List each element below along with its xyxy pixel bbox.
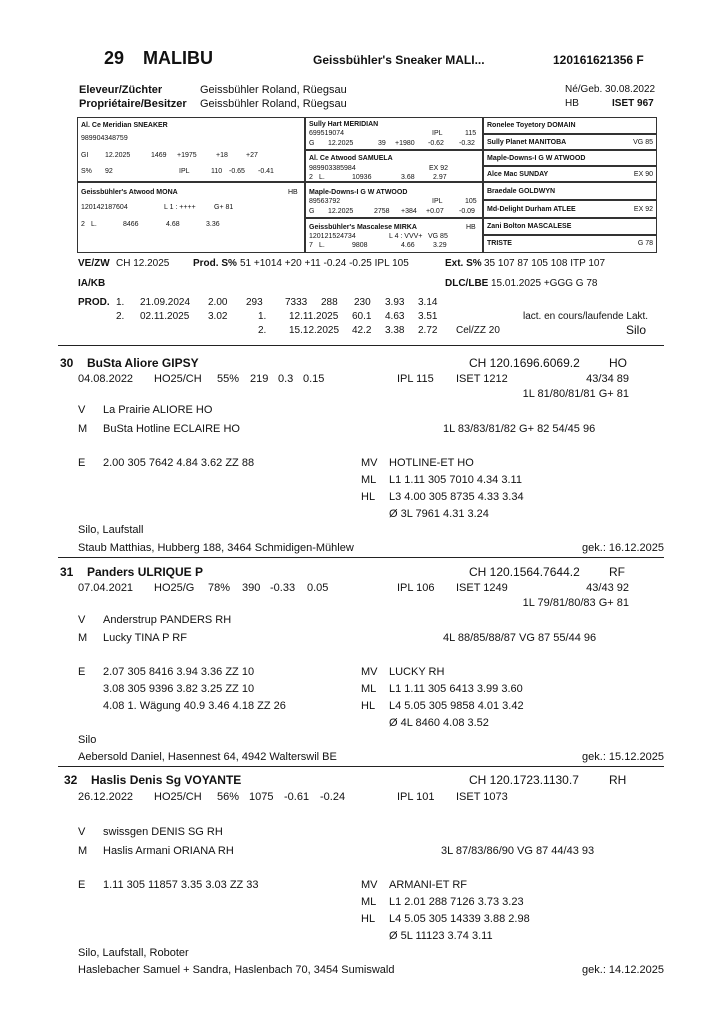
dd-lact: L 4 : VVV+ — [389, 233, 423, 240]
entry-breed: HO — [609, 356, 627, 370]
prod-r1-c3: 293 — [246, 297, 263, 308]
pedigree-dam-sire — [305, 182, 483, 218]
sire-id: 989904348759 — [81, 135, 128, 142]
entry-name: Haslis Denis Sg VOYANTE — [91, 773, 242, 787]
avg-value: Ø 4L 8460 4.08 3.52 — [389, 717, 489, 729]
prod-r3-c1: 15.12.2025 — [289, 325, 340, 336]
ds-r-4: +0.07 — [426, 208, 444, 215]
entry-g2: 0.3 — [278, 373, 294, 385]
prod-r3-c3: 3.38 — [385, 325, 405, 336]
entry-g3: 0.05 — [307, 582, 329, 594]
entry-linear: 1L 79/81/80/83 G+ 81 — [522, 597, 629, 609]
dd-id: 120121524734 — [309, 233, 356, 240]
dam-linear: 1L 83/83/81/82 G+ 82 54/45 96 — [443, 423, 596, 435]
entry-owner: Aebersold Daniel, Hasennest 64, 4942 Walterswil BE — [78, 751, 337, 763]
ss-r-2: 39 — [378, 140, 386, 147]
ss-name: Sully Hart MERIDIAN — [309, 121, 379, 128]
avg-value: Ø 5L 11123 3.74 3.11 — [389, 930, 493, 942]
sire-r2-4: -0.65 — [229, 168, 245, 175]
housing-system: Silo, Laufstall, Roboter — [78, 947, 189, 959]
sd-r-1: L. — [319, 174, 325, 181]
e-label: E — [78, 457, 86, 469]
g3-2-name: Sully Planet MANITOBA — [487, 139, 567, 146]
entry-g3: -0.24 — [320, 791, 346, 803]
pedigree-sire-dam — [305, 150, 483, 182]
e-label: E — [78, 879, 86, 891]
lot-number: 29 — [104, 48, 125, 68]
e-line: 4.08 1. Wägung 40.9 3.46 4.18 ZZ 26 — [103, 700, 286, 712]
dd-name: Geissbühler's Mascalese MIRKA — [309, 224, 417, 231]
sire-r1-1: 12.2025 — [105, 152, 131, 159]
g3-7-name: Zani Bolton MASCALESE — [487, 223, 572, 230]
cow-id: 120161621356 F — [553, 53, 644, 67]
entry-g3: 0.15 — [303, 373, 325, 385]
pedigree-g3-6 — [483, 200, 657, 218]
cow-full-name: Geissbühler's Sneaker MALI... — [313, 53, 485, 67]
sire-r2-0: S% — [81, 168, 92, 175]
entry-date: gek.: 16.12.2025 — [582, 542, 664, 554]
entry-born: 04.08.2022 — [78, 373, 134, 385]
prod-s-label: Prod. S% — [193, 258, 237, 269]
entry-pct: 78% — [208, 582, 231, 594]
dam-name: Lucky TINA P RF — [103, 632, 187, 644]
entry-name: Panders ULRIQUE P — [87, 565, 204, 579]
mv-value: HOTLINE-ET HO — [389, 457, 474, 469]
entry-date: gek.: 14.12.2025 — [582, 964, 664, 976]
entry-born: 07.04.2021 — [78, 582, 134, 594]
entry-id: CH 120.1723.1130.7 — [469, 773, 579, 787]
entry-pct: 56% — [217, 791, 240, 803]
entry-g1: 390 — [242, 582, 261, 594]
ds-ipl: 105 — [465, 198, 477, 205]
entry-genomic-base: HO25/CH — [154, 791, 202, 803]
sire-r2-2: IPL — [179, 168, 190, 175]
dam-r-1: L. — [91, 221, 97, 228]
dd-hb: HB — [466, 224, 476, 231]
ss-ipl: 115 — [465, 130, 477, 137]
prod-r2-c2: 3.02 — [208, 311, 228, 322]
ds-r-0: G — [309, 208, 315, 215]
entry-g2: -0.61 — [284, 791, 310, 803]
sd-name: Al. Ce Atwood SAMUELA — [309, 155, 393, 162]
dd-r-3: 4.66 — [401, 242, 415, 249]
dd-r-1: L. — [319, 242, 325, 249]
dam-label: M — [78, 845, 88, 857]
g3-3-name: Maple-Downs-I G W ATWOOD — [487, 155, 586, 162]
pedigree-g3-4 — [483, 166, 657, 182]
malibu-feeding: Silo — [626, 323, 647, 337]
entry-ipl: IPL 106 — [397, 582, 435, 594]
entry-g1: 1075 — [249, 791, 274, 803]
housing-system: Silo, Laufstall — [78, 524, 144, 536]
sd-id: 989903385984 — [309, 165, 356, 172]
dam-id: 120142187604 — [81, 204, 128, 211]
sire-r1-2: 1469 — [151, 152, 167, 159]
g3-2-score: VG 85 — [633, 139, 653, 146]
entry-iset: ISET 1073 — [456, 791, 508, 803]
ds-r-5: -0.09 — [459, 208, 475, 215]
sire-r1-3: +1975 — [177, 152, 197, 159]
prod-r1-c8: 3.14 — [418, 297, 438, 308]
dd-r-2: 9808 — [352, 242, 368, 249]
g3-1-name: Ronelee Toyetory DOMAIN — [487, 122, 576, 129]
pedigree-g3-2 — [483, 134, 657, 150]
prod-r3-c5: Cel/ZZ 20 — [456, 325, 500, 336]
sire-r1-5: +27 — [246, 152, 258, 159]
ml-label: ML — [361, 683, 377, 695]
ml-label: ML — [361, 896, 377, 908]
prod-s-value: 51 +1014 +20 +11 -0.24 -0.25 IPL 105 — [240, 258, 409, 269]
ds-r-3: +384 — [401, 208, 417, 215]
dd-r-0: 7 — [309, 242, 313, 249]
e-line: 1.11 305 11857 3.35 3.03 ZZ 33 — [103, 879, 259, 891]
hb-value: ISET 967 — [612, 98, 654, 109]
ss-id: 699519074 — [309, 130, 345, 137]
prod-r3-c4: 2.72 — [418, 325, 438, 336]
g3-8-score: G 78 — [637, 240, 653, 247]
ss-r-3: +1980 — [395, 140, 415, 147]
hl-value: L4 5.05 305 9858 4.01 3.42 — [389, 700, 524, 712]
divider — [58, 766, 664, 767]
sire-r2-5: -0.41 — [258, 168, 274, 175]
pedigree-dam-dam — [305, 218, 483, 253]
dam-name: Haslis Armani ORIANA RH — [103, 845, 234, 857]
prod-r1-c4: 7333 — [285, 297, 308, 308]
entry-g1: 219 — [250, 373, 269, 385]
sire-label: V — [78, 404, 86, 416]
vezw-value: CH 12.2025 — [116, 258, 170, 269]
pedigree-dam — [77, 182, 305, 253]
dam-name: BuSta Hotline ECLAIRE HO — [103, 423, 240, 435]
sire-r2-3: 110 — [211, 168, 223, 175]
g3-6-name: Md-Delight Durham ATLEE — [487, 206, 576, 213]
lact-note: lact. en cours/laufende Lakt. — [523, 311, 649, 322]
sire-r2-1: 92 — [105, 168, 113, 175]
entry-genomic-base: HO25/CH — [154, 373, 202, 385]
avg-value: Ø 3L 7961 4.31 3.24 — [389, 508, 489, 520]
entry-linear: 1L 81/80/81/81 G+ 81 — [522, 388, 629, 400]
ds-id: 89563792 — [309, 198, 341, 205]
pedigree-g3-3 — [483, 150, 657, 166]
ml-value: L1 1.11 305 7010 4.34 3.11 — [389, 474, 522, 486]
ds-ipl-label: IPL — [432, 198, 443, 205]
ss-ipl-label: IPL — [432, 130, 443, 137]
pedigree-g3-8 — [483, 235, 657, 253]
prod-r2-c1: 02.11.2025 — [140, 311, 190, 322]
prod-r3-c2: 42.2 — [352, 325, 372, 336]
pedigree-sire — [77, 117, 305, 182]
owner-label: Propriétaire/Besitzer — [79, 98, 187, 110]
pedigree-g3-1 — [483, 117, 657, 134]
sd-r-3: 3.68 — [401, 174, 415, 181]
dd-vg: VG 85 — [428, 233, 448, 240]
mv-value: ARMANI-ET RF — [389, 879, 468, 891]
pedigree-g3-5 — [483, 182, 657, 200]
ss-r-4: -0.62 — [428, 140, 444, 147]
e-line: 2.00 305 7642 4.84 3.62 ZZ 88 — [103, 457, 255, 469]
g3-6-score: EX 92 — [633, 206, 653, 213]
prod-label: PROD. — [78, 297, 110, 308]
prod-r2-c5: 60.1 — [352, 311, 372, 322]
ds-r-1: 12.2025 — [328, 208, 354, 215]
g3-4-name: Alce Mac SUNDAY — [487, 171, 549, 178]
g3-8-name: TRISTE — [487, 240, 512, 247]
cow-name: MALIBU — [143, 48, 213, 68]
breeder-label: Eleveur/Züchter — [79, 84, 163, 96]
dam-r-2: 8466 — [123, 221, 139, 228]
divider — [58, 557, 664, 558]
entry-pct: 55% — [217, 373, 240, 385]
ml-value: L1 1.11 305 6413 3.99 3.60 — [389, 683, 523, 695]
entry-breed: RH — [609, 773, 627, 787]
dam-name: Geissbühler's Atwood MONA — [81, 189, 178, 196]
entry-iset: ISET 1249 — [456, 582, 508, 594]
hb-label: HB — [565, 98, 579, 109]
dam-gscore: G+ 81 — [214, 204, 234, 211]
dam-label: M — [78, 423, 88, 435]
dam-label: M — [78, 632, 88, 644]
entry-owner: Haslebacher Samuel + Sandra, Haslenbach 70, 3454 Sumiswald — [78, 964, 395, 976]
iakb-label: IA/KB — [78, 278, 106, 289]
ext-value: 35 107 87 105 108 ITP 107 — [484, 258, 606, 269]
entry-id: CH 120.1696.6069.2 — [469, 356, 580, 370]
sire-r1-0: GI — [81, 152, 89, 159]
sire-name: Anderstrup PANDERS RH — [103, 614, 232, 626]
prod-r1-c5: 288 — [321, 297, 338, 308]
sire-name: Al. Ce Meridian SNEAKER — [81, 122, 168, 129]
breeder-value: Geissbühler Roland, Rüegsau — [200, 84, 347, 96]
dlc-value: 15.01.2025 +GGG G 78 — [491, 278, 598, 289]
entry-breed: RF — [609, 565, 625, 579]
entry-name: BuSta Aliore GIPSY — [87, 356, 199, 370]
prod-r2-c0: 2. — [116, 311, 125, 322]
e-line: 2.07 305 8416 3.94 3.36 ZZ 10 — [103, 666, 255, 678]
mv-label: MV — [361, 457, 378, 469]
entry-ipl: IPL 115 — [397, 373, 434, 385]
mv-label: MV — [361, 879, 378, 891]
hl-label: HL — [361, 491, 376, 503]
sd-ex: EX 92 — [429, 165, 449, 172]
dam-r-3: 4.68 — [166, 221, 180, 228]
ss-r-1: 12.2025 — [328, 140, 354, 147]
entry-born: 26.12.2022 — [78, 791, 134, 803]
prod-r2-c6: 4.63 — [385, 311, 405, 322]
g3-4-score: EX 90 — [633, 171, 653, 178]
ds-r-2: 2758 — [374, 208, 390, 215]
hl-label: HL — [361, 913, 376, 925]
prod-r1-c0: 1. — [116, 297, 125, 308]
vezw-label: VE/ZW — [78, 258, 110, 269]
ss-r-0: G — [309, 140, 315, 147]
dam-linear: 3L 87/83/86/90 VG 87 44/43 93 — [441, 845, 595, 857]
entry-number: 32 — [64, 773, 78, 787]
divider — [58, 345, 664, 346]
e-label: E — [78, 666, 86, 678]
entry-owner: Staub Matthias, Hubberg 188, 3464 Schmidigen-Mühlew — [78, 542, 354, 554]
ml-label: ML — [361, 474, 377, 486]
hl-value: L4 5.05 305 14339 3.88 2.98 — [389, 913, 530, 925]
sd-r-0: 2 — [309, 174, 313, 181]
e-line: 3.08 305 9396 3.82 3.25 ZZ 10 — [103, 683, 255, 695]
sire-r1-4: +18 — [216, 152, 228, 159]
mv-value: LUCKY RH — [389, 666, 445, 678]
prod-r1-c7: 3.93 — [385, 297, 405, 308]
pedigree-sire-sire — [305, 117, 483, 150]
dam-linear: 4L 88/85/88/87 VG 87 55/44 96 — [443, 632, 597, 644]
sire-label: V — [78, 614, 86, 626]
sire-label: V — [78, 826, 86, 838]
mv-label: MV — [361, 666, 378, 678]
entry-date: gek.: 15.12.2025 — [582, 751, 664, 763]
prod-r1-c6: 230 — [354, 297, 371, 308]
dam-r-0: 2 — [81, 221, 85, 228]
prod-r3-c0: 2. — [258, 325, 267, 336]
dd-r-4: 3.29 — [433, 242, 447, 249]
entry-scores: 43/43 92 — [586, 582, 629, 594]
sd-r-2: 10936 — [352, 174, 372, 181]
g3-5-name: Braedale GOLDWYN — [487, 188, 556, 195]
pedigree-g3-7 — [483, 218, 657, 235]
dlc-label: DLC/LBE — [445, 278, 489, 289]
dam-lact: L 1 : ++++ — [164, 204, 196, 211]
entry-number: 31 — [60, 565, 74, 579]
ext-label: Ext. S% — [445, 258, 482, 269]
dam-hb: HB — [288, 189, 298, 196]
housing-system: Silo — [78, 734, 97, 746]
ml-value: L1 2.01 288 7126 3.73 3.23 — [389, 896, 524, 908]
owner-value: Geissbühler Roland, Rüegsau — [200, 98, 347, 110]
entry-ipl: IPL 101 — [397, 791, 435, 803]
prod-r2-c7: 3.51 — [418, 311, 438, 322]
entry-g2: -0.33 — [270, 582, 296, 594]
hl-label: HL — [361, 700, 376, 712]
birth-date: Né/Geb. 30.08.2022 — [565, 84, 656, 95]
dam-r-4: 3.36 — [206, 221, 220, 228]
entry-genomic-base: HO25/G — [154, 582, 195, 594]
ss-r-5: -0.32 — [459, 140, 475, 147]
entry-scores: 43/34 89 — [586, 373, 629, 385]
sire-name: swissgen DENIS SG RH — [103, 826, 223, 838]
prod-r1-c2: 2.00 — [208, 297, 228, 308]
entry-iset: ISET 1212 — [456, 373, 508, 385]
sd-r-4: 2.97 — [433, 174, 447, 181]
ds-name: Maple-Downs-I G W ATWOOD — [309, 189, 408, 196]
prod-r2-c4: 12.11.2025 — [289, 311, 339, 322]
prod-r2-c3: 1. — [258, 311, 267, 322]
entry-number: 30 — [60, 356, 74, 370]
hl-value: L3 4.00 305 8735 4.33 3.34 — [389, 491, 524, 503]
sire-name: La Prairie ALIORE HO — [103, 404, 213, 416]
prod-r1-c1: 21.09.2024 — [140, 297, 191, 308]
entry-id: CH 120.1564.7644.2 — [469, 565, 580, 579]
